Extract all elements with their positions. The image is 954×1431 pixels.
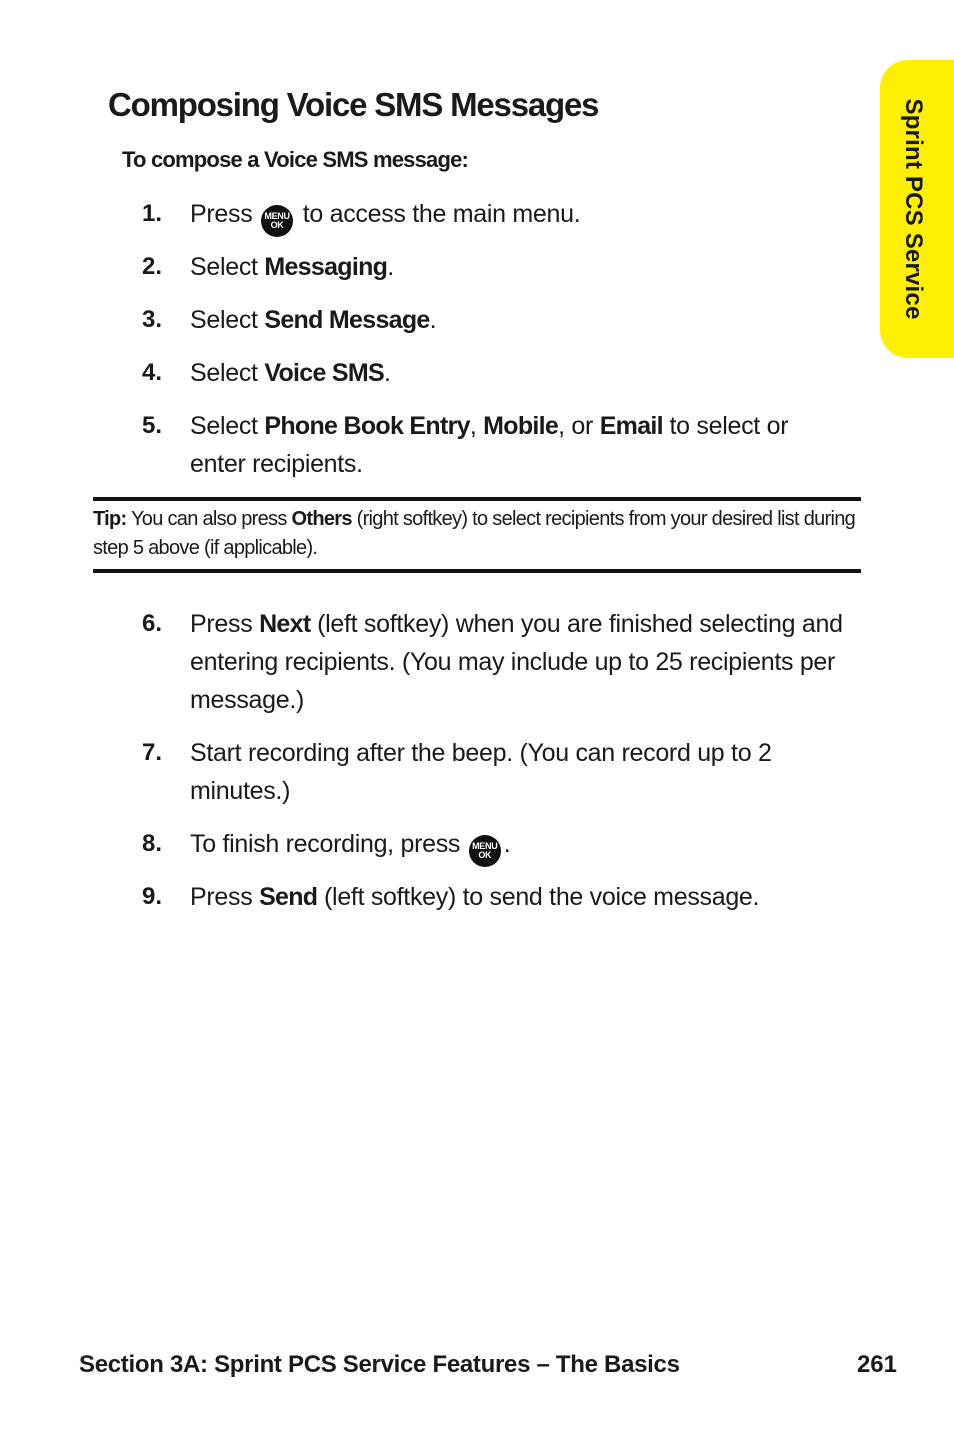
page-number: 261 — [856, 1351, 897, 1378]
list-item — [0, 605, 954, 734]
step-text: Select Voice SMS. — [190, 359, 391, 387]
menu-ok-key-icon: MENU OK — [469, 835, 501, 867]
list-item — [0, 301, 954, 354]
procedure-heading: To compose a Voice SMS message: — [122, 147, 469, 172]
step-number: 4. — [142, 359, 163, 386]
step-text: Select Messaging. — [190, 253, 394, 281]
step-number: 5. — [142, 412, 163, 439]
tip-bottom-rule — [93, 569, 861, 573]
step-text: Press Send (left softkey) to send the voice message. — [190, 883, 760, 911]
step-text: Select Phone Book Entry, Mobile, or Email to select or enter recipients. — [190, 412, 789, 478]
step-text: Press MENU OK to access the main menu. — [190, 195, 860, 237]
step-number: 3. — [142, 306, 163, 333]
step-number: 8. — [142, 830, 163, 857]
step-number: 1. — [142, 200, 163, 227]
menu-ok-key-icon: MENU OK — [261, 205, 293, 237]
step-number: 6. — [142, 610, 163, 637]
list-item — [0, 354, 954, 407]
list-item — [0, 734, 954, 825]
list-item — [0, 878, 954, 931]
list-item — [0, 248, 954, 301]
page-title: Composing Voice SMS Messages — [108, 86, 599, 123]
step-text: Select Send Message. — [190, 306, 437, 334]
step-text: Press Next (left softkey) when you are finished selecting and entering recipients. (You may include up to 25 recipients per message.) — [190, 610, 843, 714]
list-item — [0, 825, 954, 878]
step-number: 9. — [142, 883, 163, 910]
side-tab-label: Sprint PCS Service — [900, 98, 927, 320]
tip-label: Tip: — [93, 508, 127, 530]
step-text: To finish recording, press MENU OK . — [190, 825, 860, 867]
step-number: 7. — [142, 739, 163, 766]
step-number: 2. — [142, 253, 163, 280]
steps-list-part-1 — [0, 195, 954, 487]
list-item — [0, 407, 954, 487]
list-item — [0, 195, 954, 248]
step-text: Start recording after the beep. (You can record up to 2 minutes.) — [190, 739, 772, 805]
tip-top-rule — [93, 497, 861, 501]
steps-list-part-2 — [0, 605, 954, 931]
footer-section-title: Section 3A: Sprint PCS Service Features – The Basics — [79, 1351, 680, 1378]
tip-note: Tip: You can also press Others (right softkey) to select recipients from your desired list during step 5 above (if applicable). — [93, 508, 856, 559]
